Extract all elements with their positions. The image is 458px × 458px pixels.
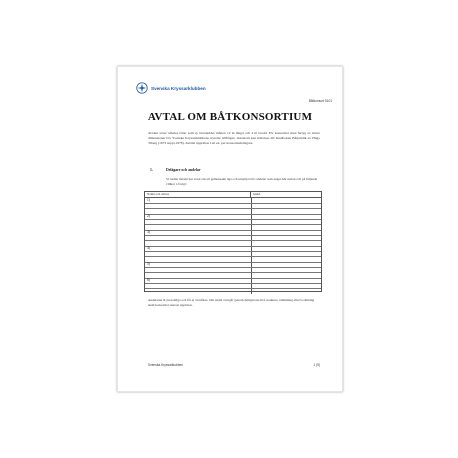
- row-number: 3): [147, 230, 150, 234]
- intro-paragraph: Avtalet avser således båtar som ej överskrider måtten 12 m längd och 4 m bredd. För konsortier med fartyg av större dimensioner bör Svenska Kryssarklubbens styrelse tillfrågas; dessutom kan hänvisas till handboken Båtjuridik av Hugo Tiberg (1973 suppl.1976). Avtalet upprättas i ett ex. per konsortiedeltagare.: [148, 131, 320, 145]
- section-title: Delägare och andelar: [166, 168, 201, 172]
- section-heading: [150, 168, 201, 172]
- table-row[interactable]: [145, 246, 321, 262]
- table-row[interactable]: [145, 278, 321, 294]
- table-row[interactable]: [145, 230, 321, 246]
- footer-organization: Svenska Kryssarklubben: [148, 363, 184, 367]
- logo: [136, 82, 206, 94]
- table-row[interactable]: [145, 214, 321, 230]
- row-number: 5): [147, 262, 150, 266]
- compass-logo-icon: [136, 82, 148, 94]
- header-share: Andel: [252, 192, 261, 196]
- header-name: Namn och adress: [145, 192, 251, 197]
- table-row[interactable]: [145, 262, 321, 278]
- logo-text: Svenska Kryssarklubben: [151, 85, 206, 91]
- row-number: 1): [147, 198, 150, 202]
- closing-paragraph: Andelarna är personliga och får ej överlåtas. Om andel övergår genom delägarens död, konkurs, utmätning eller bodelning skall konsortiet snarast upplösas.: [148, 298, 315, 307]
- section-number: 1.: [150, 168, 153, 172]
- table-row[interactable]: [145, 198, 321, 214]
- row-number: 2): [147, 214, 150, 218]
- section-paragraph: Vi nedan listade har avtal om att gemensamt äga och utnyttja båt i andelar som anges här nedan och på följande villkor i övrigt:: [166, 177, 318, 186]
- page-number: 1 (9): [313, 363, 320, 367]
- document-reference: Båtkonsort 0101: [308, 99, 332, 103]
- document-page: [117, 66, 343, 392]
- document-title: AVTAL OM BÅTKONSORTIUM: [147, 111, 313, 123]
- owners-table: [144, 191, 322, 292]
- table-body: [145, 198, 321, 294]
- row-number: 4): [147, 246, 150, 250]
- row-number: 6): [147, 278, 150, 282]
